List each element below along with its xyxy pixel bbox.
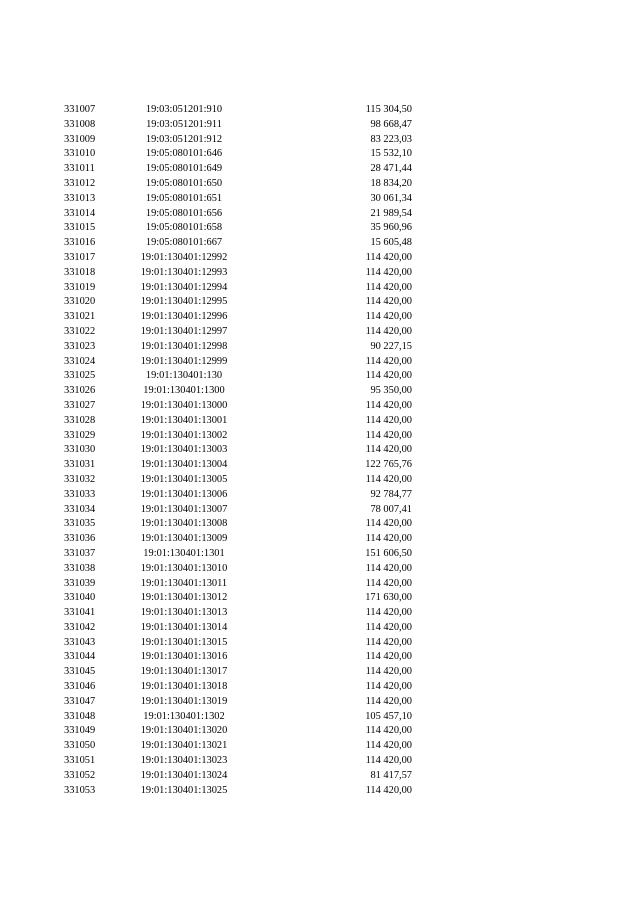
table-row (64, 207, 412, 222)
table-row (64, 236, 412, 251)
empty-cell (240, 103, 352, 118)
amount-cell: 114 420,00 (365, 444, 412, 456)
empty-cell (240, 695, 352, 710)
table-row (64, 473, 412, 488)
cadastral-number-cell: 19:01:130401:13018 (140, 681, 228, 693)
row-id-cell: 331023 (64, 340, 96, 352)
amount-cell: 28 471,44 (370, 163, 412, 175)
row-id-cell: 331041 (64, 607, 96, 619)
table-row (64, 503, 412, 518)
table-row (64, 147, 412, 162)
cadastral-number-cell: 19:03:051201:910 (145, 104, 223, 115)
amount-cell: 90 227,15 (370, 340, 412, 352)
cadastral-number-cell: 19:01:130401:130 (145, 370, 223, 382)
row-id-cell: 331019 (64, 281, 96, 293)
row-id-cell: 331029 (64, 429, 96, 441)
amount-cell: 114 420,00 (365, 251, 412, 263)
cadastral-number-cell: 19:01:130401:13005 (140, 473, 228, 485)
cadastral-number-cell: 19:03:051201:911 (146, 118, 222, 130)
table-row (64, 517, 412, 532)
row-id-cell: 331022 (64, 325, 96, 337)
table-row (64, 133, 412, 148)
empty-cell (240, 547, 352, 562)
amount-cell: 151 606,50 (365, 547, 412, 559)
empty-cell (240, 621, 352, 636)
table-row (64, 266, 412, 281)
cadastral-number-cell: 19:01:130401:12994 (140, 281, 228, 293)
row-id-cell: 331021 (64, 311, 96, 323)
amount-cell: 114 420,00 (365, 577, 412, 589)
cadastral-number-cell: 19:01:130401:13014 (140, 621, 228, 633)
cadastral-number-cell: 19:05:080101:656 (145, 207, 223, 219)
empty-cell (240, 754, 352, 769)
cadastral-number-cell: 19:05:080101:667 (145, 237, 223, 249)
row-id-cell: 331017 (64, 251, 96, 263)
empty-cell (240, 488, 352, 503)
cadastral-number-cell: 19:01:130401:1300 (143, 385, 225, 397)
empty-cell (240, 192, 352, 207)
data-table (64, 103, 412, 798)
table-row (64, 340, 412, 355)
empty-cell (240, 177, 352, 192)
empty-cell (240, 266, 352, 281)
row-id-cell: 331028 (64, 414, 96, 426)
table-row (64, 680, 412, 695)
amount-cell: 114 420,00 (365, 355, 412, 367)
amount-cell: 15 532,10 (370, 148, 412, 160)
cadastral-number-cell: 19:05:080101:649 (145, 163, 223, 175)
cadastral-number-cell: 19:01:130401:12993 (140, 266, 228, 278)
empty-cell (240, 369, 352, 384)
table-row (64, 562, 412, 577)
empty-cell (240, 310, 352, 325)
table-row (64, 710, 412, 725)
table-row (64, 695, 412, 710)
cadastral-number-cell: 19:01:130401:13000 (140, 399, 228, 411)
empty-cell (240, 295, 352, 310)
empty-cell (240, 221, 352, 236)
amount-cell: 35 960,96 (370, 222, 412, 234)
empty-cell (240, 147, 352, 162)
table-row (64, 621, 412, 636)
empty-cell (240, 251, 352, 266)
row-id-cell: 331036 (64, 533, 96, 545)
amount-cell: 171 630,00 (365, 592, 412, 604)
row-id-cell: 331011 (64, 163, 95, 175)
amount-cell: 92 784,77 (370, 488, 412, 500)
amount-cell: 115 304,50 (365, 104, 412, 115)
cadastral-number-cell: 19:01:130401:13025 (140, 784, 228, 796)
table-row (64, 429, 412, 444)
row-id-cell: 331010 (64, 148, 96, 160)
row-id-cell: 331016 (64, 237, 96, 249)
amount-cell: 122 765,76 (365, 459, 412, 471)
amount-cell: 114 420,00 (365, 473, 412, 485)
table-row (64, 192, 412, 207)
table-row (64, 103, 412, 118)
empty-cell (240, 769, 352, 784)
amount-cell: 81 417,57 (370, 769, 412, 781)
table-row (64, 443, 412, 458)
row-id-cell: 331039 (64, 577, 96, 589)
amount-cell: 114 420,00 (365, 607, 412, 619)
table-row (64, 488, 412, 503)
empty-cell (240, 724, 352, 739)
amount-cell: 114 420,00 (365, 725, 412, 737)
cadastral-number-cell: 19:01:130401:13011 (140, 577, 228, 589)
empty-cell (240, 562, 352, 577)
cadastral-number-cell: 19:01:130401:13007 (140, 503, 228, 515)
cadastral-number-cell: 19:01:130401:13006 (140, 488, 228, 500)
row-id-cell: 331009 (64, 133, 96, 145)
amount-cell: 114 420,00 (365, 429, 412, 441)
cadastral-number-cell: 19:01:130401:1302 (143, 710, 225, 722)
amount-cell: 114 420,00 (365, 784, 412, 796)
amount-cell: 114 420,00 (365, 533, 412, 545)
row-id-cell: 331040 (64, 592, 96, 604)
amount-cell: 114 420,00 (365, 281, 412, 293)
row-id-cell: 331034 (64, 503, 96, 515)
table-row (64, 724, 412, 739)
amount-cell: 114 420,00 (365, 325, 412, 337)
row-id-cell: 331031 (64, 459, 96, 471)
amount-cell: 114 420,00 (365, 414, 412, 426)
cadastral-number-cell: 19:01:130401:12997 (140, 325, 228, 337)
row-id-cell: 331035 (64, 518, 96, 530)
table-row (64, 355, 412, 370)
row-id-cell: 331014 (64, 207, 96, 219)
table-row (64, 162, 412, 177)
cadastral-number-cell: 19:01:130401:13016 (140, 651, 228, 663)
table-row (64, 310, 412, 325)
table-row (64, 606, 412, 621)
row-id-cell: 331027 (64, 399, 96, 411)
row-id-cell: 331013 (64, 192, 96, 204)
row-id-cell: 331051 (64, 755, 96, 767)
row-id-cell: 331048 (64, 710, 96, 722)
empty-cell (240, 577, 352, 592)
row-id-cell: 331032 (64, 473, 96, 485)
empty-cell (240, 680, 352, 695)
row-id-cell: 331042 (64, 621, 96, 633)
cadastral-number-cell: 19:01:130401:13004 (140, 459, 228, 471)
cadastral-number-cell: 19:01:130401:13017 (140, 666, 228, 678)
empty-cell (240, 414, 352, 429)
row-id-cell: 331007 (64, 104, 96, 115)
table-row (64, 399, 412, 414)
table-row (64, 591, 412, 606)
row-id-cell: 331012 (64, 177, 96, 189)
empty-cell (240, 133, 352, 148)
empty-cell (240, 443, 352, 458)
amount-cell: 114 420,00 (365, 621, 412, 633)
table-body (64, 103, 412, 798)
table-row (64, 532, 412, 547)
empty-cell (240, 162, 352, 177)
row-id-cell: 331053 (64, 784, 96, 796)
empty-cell (240, 636, 352, 651)
table-row (64, 754, 412, 769)
amount-cell: 114 420,00 (365, 740, 412, 752)
table-row (64, 577, 412, 592)
row-id-cell: 331049 (64, 725, 96, 737)
row-id-cell: 331037 (64, 547, 96, 559)
empty-cell (240, 384, 352, 399)
empty-cell (240, 429, 352, 444)
cadastral-number-cell: 19:01:130401:13013 (140, 607, 228, 619)
table-row (64, 665, 412, 680)
cadastral-number-cell: 19:01:130401:12992 (140, 251, 228, 263)
cadastral-number-cell: 19:01:130401:13019 (140, 695, 228, 707)
empty-cell (240, 236, 352, 251)
cadastral-number-cell: 19:01:130401:13010 (140, 562, 228, 574)
row-id-cell: 331024 (64, 355, 96, 367)
row-id-cell: 331052 (64, 769, 96, 781)
table-row (64, 325, 412, 340)
empty-cell (240, 340, 352, 355)
empty-cell (240, 739, 352, 754)
row-id-cell: 331046 (64, 681, 96, 693)
table-row (64, 636, 412, 651)
empty-cell (240, 281, 352, 296)
row-id-cell: 331043 (64, 636, 96, 648)
amount-cell: 114 420,00 (365, 266, 412, 278)
row-id-cell: 331045 (64, 666, 96, 678)
row-id-cell: 331018 (64, 266, 96, 278)
table-row (64, 295, 412, 310)
cadastral-number-cell: 19:01:130401:13012 (140, 592, 228, 604)
table-row (64, 458, 412, 473)
amount-cell: 98 668,47 (370, 118, 412, 130)
table-row (64, 650, 412, 665)
cadastral-number-cell: 19:01:130401:13021 (140, 740, 228, 752)
amount-cell: 114 420,00 (365, 311, 412, 323)
amount-cell: 30 061,34 (370, 192, 412, 204)
amount-cell: 95 350,00 (370, 385, 412, 397)
row-id-cell: 331047 (64, 695, 96, 707)
cadastral-number-cell: 19:01:130401:12999 (140, 355, 228, 367)
empty-cell (240, 784, 352, 799)
row-id-cell: 331050 (64, 740, 96, 752)
amount-cell: 18 834,20 (370, 177, 412, 189)
cadastral-number-cell: 19:05:080101:658 (145, 222, 223, 234)
amount-cell: 114 420,00 (365, 666, 412, 678)
cadastral-number-cell: 19:05:080101:651 (145, 192, 223, 204)
empty-cell (240, 517, 352, 532)
row-id-cell: 331038 (64, 562, 96, 574)
cadastral-number-cell: 19:01:130401:13015 (140, 636, 228, 648)
table-row (64, 547, 412, 562)
table-row (64, 414, 412, 429)
amount-cell: 114 420,00 (365, 399, 412, 411)
amount-cell: 114 420,00 (365, 518, 412, 530)
amount-cell: 83 223,03 (370, 133, 412, 145)
cadastral-number-cell: 19:01:130401:12998 (140, 340, 228, 352)
cadastral-number-cell: 19:05:080101:646 (145, 148, 223, 160)
cadastral-number-cell: 19:01:130401:12996 (140, 311, 228, 323)
row-id-cell: 331025 (64, 370, 96, 382)
empty-cell (240, 650, 352, 665)
cadastral-number-cell: 19:01:130401:13023 (140, 755, 228, 767)
empty-cell (240, 606, 352, 621)
empty-cell (240, 355, 352, 370)
row-id-cell: 331026 (64, 385, 96, 397)
cadastral-number-cell: 19:01:130401:13002 (140, 429, 228, 441)
cadastral-number-cell: 19:01:130401:13024 (140, 769, 228, 781)
empty-cell (240, 710, 352, 725)
table-row (64, 739, 412, 754)
cadastral-number-cell: 19:01:130401:1301 (143, 547, 225, 559)
table-row (64, 251, 412, 266)
row-id-cell: 331015 (64, 222, 96, 234)
empty-cell (240, 207, 352, 222)
cadastral-number-cell: 19:01:130401:13003 (140, 444, 228, 456)
amount-cell: 114 420,00 (365, 681, 412, 693)
table-row (64, 118, 412, 133)
cadastral-number-cell: 19:01:130401:13008 (140, 518, 228, 530)
amount-cell: 114 420,00 (365, 370, 412, 382)
empty-cell (240, 591, 352, 606)
cadastral-number-cell: 19:01:130401:12995 (140, 296, 228, 308)
table-row (64, 177, 412, 192)
empty-cell (240, 473, 352, 488)
amount-cell: 114 420,00 (365, 636, 412, 648)
amount-cell: 114 420,00 (365, 651, 412, 663)
table-row (64, 281, 412, 296)
row-id-cell: 331020 (64, 296, 96, 308)
row-id-cell: 331033 (64, 488, 96, 500)
empty-cell (240, 532, 352, 547)
amount-cell: 21 989,54 (370, 207, 412, 219)
row-id-cell: 331008 (64, 118, 96, 130)
cadastral-number-cell: 19:01:130401:13009 (140, 533, 228, 545)
empty-cell (240, 665, 352, 680)
amount-cell: 114 420,00 (365, 296, 412, 308)
table-row (64, 769, 412, 784)
cadastral-number-cell: 19:03:051201:912 (145, 133, 223, 145)
table-row (64, 221, 412, 236)
table-row (64, 369, 412, 384)
empty-cell (240, 503, 352, 518)
amount-cell: 78 007,41 (370, 503, 412, 515)
amount-cell: 15 605,48 (370, 237, 412, 249)
row-id-cell: 331030 (64, 444, 96, 456)
empty-cell (240, 325, 352, 340)
amount-cell: 114 420,00 (365, 755, 412, 767)
amount-cell: 114 420,00 (365, 562, 412, 574)
cadastral-number-cell: 19:01:130401:13020 (140, 725, 228, 737)
cadastral-number-cell: 19:05:080101:650 (145, 177, 223, 189)
amount-cell: 114 420,00 (365, 695, 412, 707)
empty-cell (240, 118, 352, 133)
empty-cell (240, 399, 352, 414)
table-row (64, 384, 412, 399)
cadastral-number-cell: 19:01:130401:13001 (140, 414, 228, 426)
table-row (64, 784, 412, 799)
empty-cell (240, 458, 352, 473)
amount-cell: 105 457,10 (365, 710, 412, 722)
row-id-cell: 331044 (64, 651, 96, 663)
